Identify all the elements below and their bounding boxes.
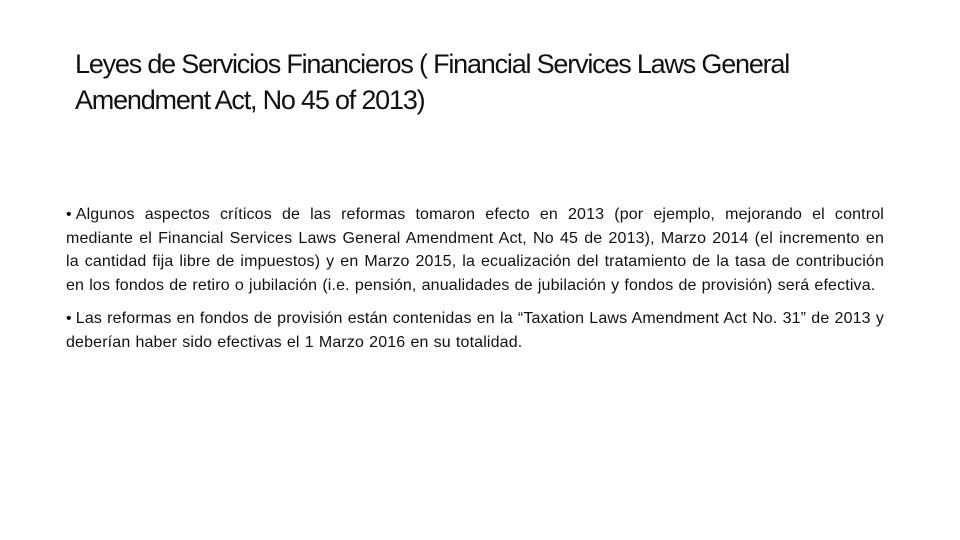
bullet-item	[66, 203, 884, 297]
bullet-marker: •	[66, 310, 72, 327]
bullet-marker: •	[66, 206, 72, 223]
bullet-text: Las reformas en fondos de provisión están contenidas en la “Taxation Laws Amendment Act No. 31” de 2013 y deberían haber sido efectivas el 1 Marzo 2016 en su totalidad.	[66, 310, 884, 351]
bullet-text: Algunos aspectos críticos de las reformas tomaron efecto en 2013 (por ejemplo, mejorando el control mediante el Financial Services Laws General Amendment Act, No 45 de 2013), Marzo 2014 (el incremento en la cantidad fija libre de impuestos) y en Marzo 2015, la ecualización del tratamiento de la tasa de contribución en los fondos de retiro o jubilación (i.e. pensión, anualidades de jubilación y fondos de provisión) será efectiva.	[66, 206, 884, 294]
slide-body	[66, 203, 884, 364]
bullet-item	[66, 307, 884, 354]
slide-title: Leyes de Servicios Financieros ( Financial Services Laws General Amendment Act, No 45 of 2013)	[75, 49, 790, 115]
